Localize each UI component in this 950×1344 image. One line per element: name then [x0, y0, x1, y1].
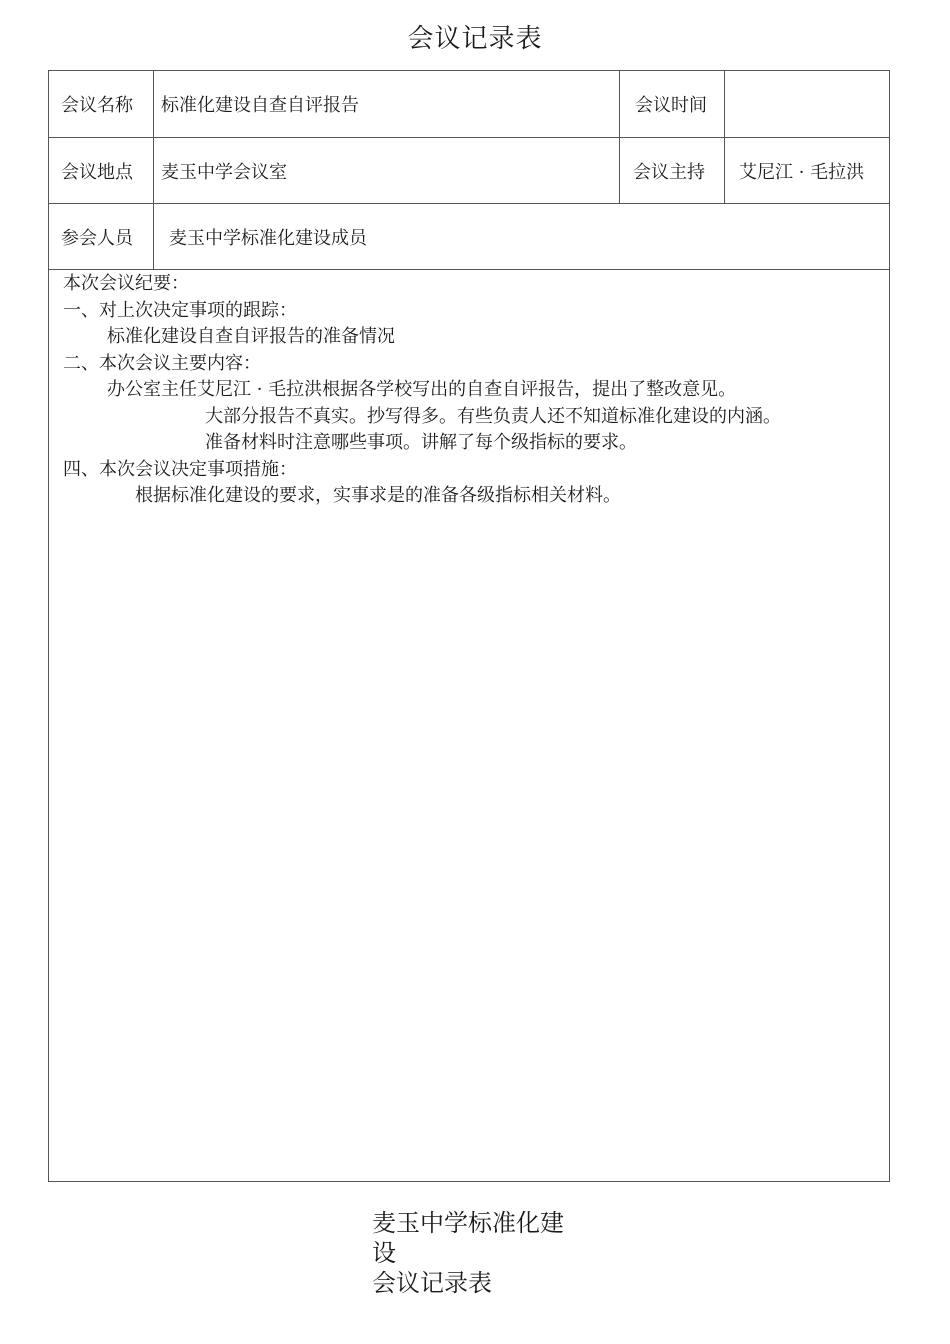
attendees-label: 参会人员 — [61, 227, 133, 249]
divider — [724, 71, 725, 137]
meeting-host-value: 艾尼江 · 毛拉洪 — [739, 161, 865, 183]
section1-line: 标准化建设自查自评报告的准备情况 — [107, 326, 395, 347]
footer-line: 设 — [372, 1239, 396, 1267]
page-title: 会议记录表 — [407, 24, 543, 54]
section2-line: 准备材料时注意哪些事项。讲解了每个级指标的要求。 — [205, 432, 637, 453]
footer-line: 麦玉中学标准化建 — [372, 1209, 564, 1237]
meeting-record-table — [48, 70, 890, 1182]
summary-heading: 本次会议纪要： — [63, 273, 189, 294]
row-meeting-place — [49, 138, 889, 204]
section4-line: 根据标准化建设的要求，实事求是的准备各级指标相关材料。 — [135, 485, 621, 506]
section2-line: 大部分报告不真实。抄写得多。有些负责人还不知道标准化建设的内涵。 — [205, 405, 781, 427]
divider — [153, 204, 154, 269]
divider — [724, 138, 725, 203]
meeting-host-label: 会议主持 — [633, 161, 705, 183]
meeting-name-value: 标准化建设自查自评报告 — [161, 95, 359, 116]
meeting-place-value: 麦玉中学会议室 — [161, 161, 287, 183]
meeting-name-label: 会议名称 — [61, 95, 133, 116]
section1-title: 一、对上次决定事项的跟踪： — [63, 299, 297, 321]
attendees-value: 麦玉中学标准化建设成员 — [169, 227, 367, 249]
footer-title — [372, 1208, 564, 1298]
row-attendees — [49, 204, 889, 270]
section2-line: 办公室主任艾尼江 · 毛拉洪根据各学校写出的自查自评报告，提出了整改意见。 — [107, 379, 737, 400]
meeting-time-label: 会议时间 — [635, 95, 707, 116]
divider — [619, 71, 620, 137]
section4-title: 四、本次会议决定事项措施： — [63, 458, 297, 480]
divider — [619, 138, 620, 203]
meeting-summary — [63, 271, 781, 510]
divider — [153, 71, 154, 137]
row-meeting-name — [49, 71, 889, 138]
footer-line: 会议记录表 — [372, 1269, 492, 1297]
divider — [153, 138, 154, 203]
section2-title: 二、本次会议主要内容： — [63, 352, 261, 374]
meeting-place-label: 会议地点 — [61, 161, 133, 183]
